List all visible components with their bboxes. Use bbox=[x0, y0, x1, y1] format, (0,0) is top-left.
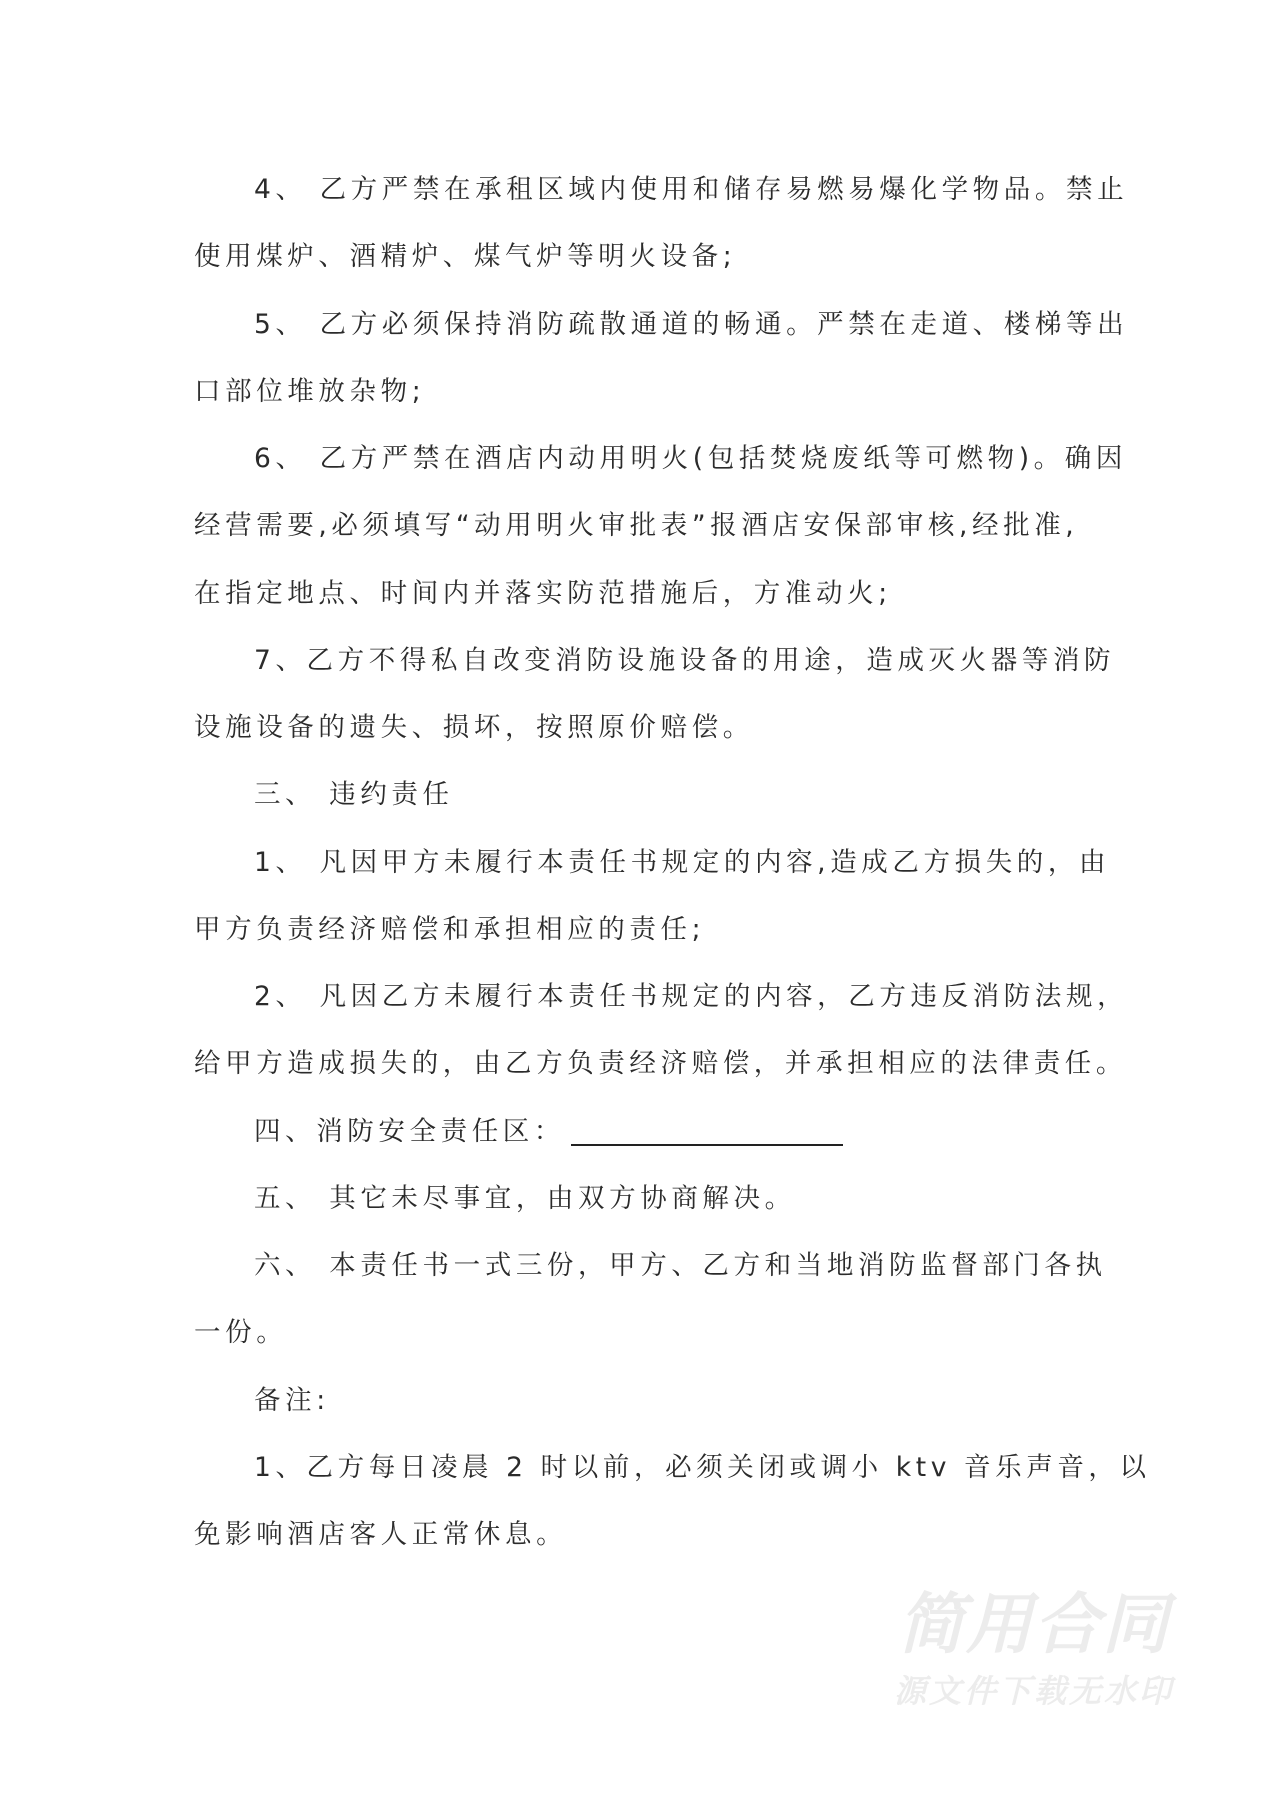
section-4-line bbox=[194, 1098, 1088, 1165]
clause-2-7 bbox=[194, 627, 1116, 762]
note-1 bbox=[194, 1434, 1151, 1569]
section-6 bbox=[194, 1232, 1107, 1367]
clause-2-5 bbox=[194, 291, 1129, 426]
clause-line: 使用煤炉、酒精炉、煤气炉等明火设备; bbox=[194, 241, 737, 273]
note-line: 免影响酒店客人正常休息。 bbox=[194, 1519, 568, 1550]
section-5 bbox=[194, 1165, 1088, 1232]
clause-3-2 bbox=[194, 963, 1129, 1098]
clause-line: 1、 凡因甲方未履行本责任书规定的内容,造成乙方损失的，由 bbox=[254, 846, 1111, 878]
clause-line: 4、 乙方严禁在承租区域内使用和储存易燃易爆化学物品。禁止 bbox=[254, 174, 1129, 205]
watermark-subtitle: 源文件下载无水印 bbox=[893, 1672, 1174, 1710]
clause-3-1 bbox=[194, 829, 1111, 964]
clause-line: 2、 凡因乙方未履行本责任书规定的内容，乙方违反消防法规， bbox=[254, 981, 1129, 1012]
watermark bbox=[884, 1585, 1184, 1713]
clause-line: 设施设备的遗失、损坏，按照原价赔偿。 bbox=[194, 712, 754, 743]
note-line: 1、乙方每日凌晨 2 时以前，必须关闭或调小 ktv 音乐声音，以 bbox=[254, 1451, 1151, 1483]
section-line: 一份。 bbox=[194, 1317, 288, 1349]
clause-2-6 bbox=[194, 425, 1127, 627]
watermark-title: 简用合同 bbox=[898, 1586, 1170, 1663]
clause-line: 给甲方造成损失的，由乙方负责经济赔偿，并承担相应的法律责任。 bbox=[194, 1048, 1127, 1080]
section-4 bbox=[194, 1098, 1088, 1165]
clause-line: 5、 乙方必须保持消防疏散通道的畅通。严禁在走道、楼梯等出 bbox=[254, 308, 1129, 340]
clause-line: 经营需要,必须填写“动用明火审批表”报酒店安保部审核,经批准, bbox=[194, 510, 1079, 542]
clause-line: 甲方负责经济赔偿和承担相应的责任; bbox=[194, 913, 706, 945]
section-3-heading bbox=[194, 761, 1088, 828]
section-line: 六、 本责任书一式三份，甲方、乙方和当地消防监督部门各执 bbox=[254, 1250, 1107, 1281]
responsibility-zone-blank-field[interactable] bbox=[571, 1143, 843, 1146]
clause-line: 在指定地点、时间内并落实防范措施后，方准动火; bbox=[194, 577, 892, 609]
notes-heading-label: 备注: bbox=[254, 1384, 330, 1416]
document-page bbox=[194, 156, 1151, 1568]
responsibility-zone-label: 四、消防安全责任区： bbox=[254, 1115, 565, 1147]
notes-heading bbox=[194, 1367, 1088, 1434]
section-line: 五、 其它未尽事宜，由双方协商解决。 bbox=[254, 1182, 796, 1214]
clause-2-4 bbox=[194, 156, 1129, 291]
section-heading: 三、 违约责任 bbox=[254, 779, 454, 811]
clause-line: 口部位堆放杂物; bbox=[194, 375, 426, 407]
clause-line: 7、乙方不得私自改变消防设施设备的用途，造成灭火器等消防 bbox=[254, 644, 1116, 676]
clause-line: 6、 乙方严禁在酒店内动用明火(包括焚烧废纸等可燃物)。确因 bbox=[254, 443, 1127, 474]
